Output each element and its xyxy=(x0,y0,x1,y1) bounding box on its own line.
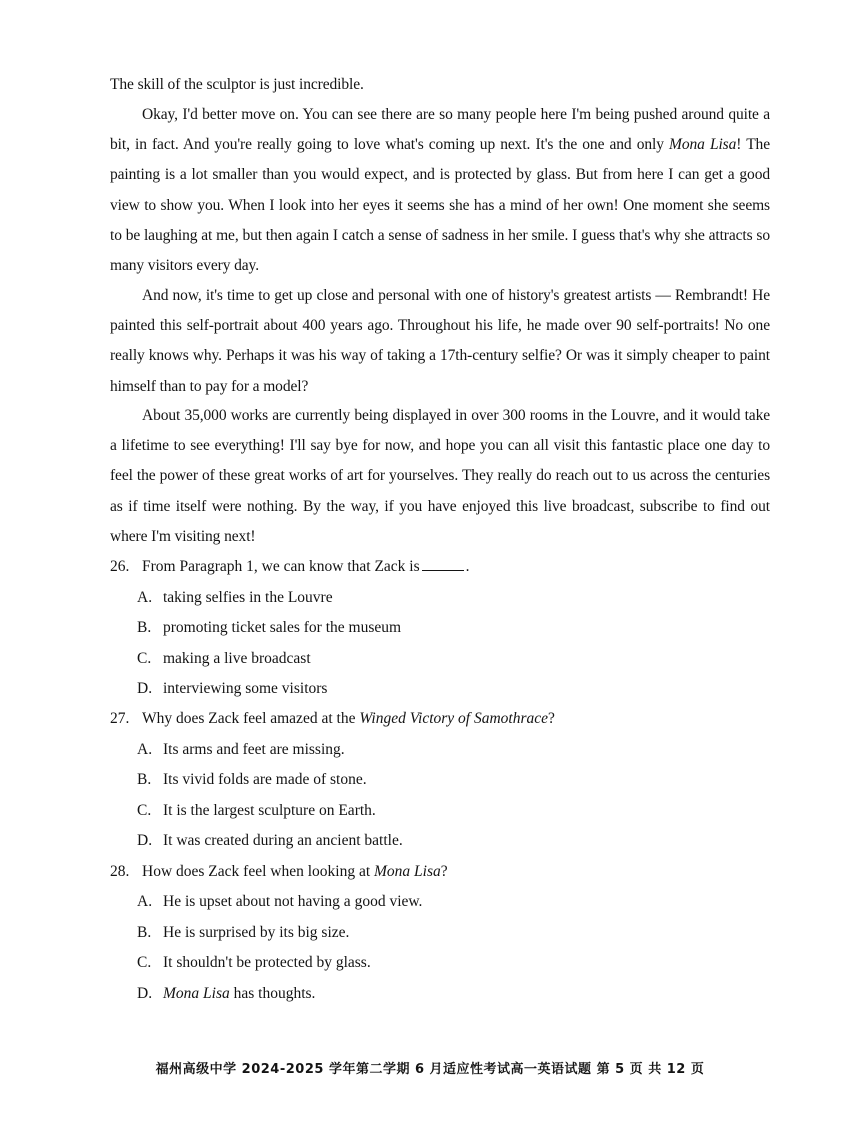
option-27-d[interactable] xyxy=(137,826,403,856)
option-26-b[interactable] xyxy=(137,613,401,643)
passage-paragraph-louvre xyxy=(110,401,770,552)
passage-paragraph-rembrandt xyxy=(110,281,770,402)
answer-blank xyxy=(422,558,464,571)
option-27-c[interactable] xyxy=(137,796,376,826)
passage-line-0 xyxy=(110,70,770,100)
option-text: interviewing some visitors xyxy=(163,680,328,697)
passage-text: The skill of the sculptor is just incredible. xyxy=(110,76,364,93)
page-footer: 福州高级中学 2024-2025 学年第二学期 6 月适应性考试高一英语试题 第 5 页 共 12 页 xyxy=(155,1062,705,1077)
question-punct: ? xyxy=(440,863,448,880)
option-26-c[interactable] xyxy=(137,644,311,674)
option-text: It was created during an ancient battle. xyxy=(163,832,403,849)
passage-text: Okay, I'd better move on. You can see there are so many people here I'm being pushed around quite a bit, in fact. And you're really going to love what's coming up next. It's the one and only xyxy=(110,106,770,154)
option-letter: C. xyxy=(137,954,152,971)
question-28 xyxy=(110,857,448,887)
option-letter: A. xyxy=(137,589,153,606)
option-28-b[interactable] xyxy=(137,918,349,948)
question-27 xyxy=(110,704,555,734)
option-letter: B. xyxy=(137,619,152,636)
option-letter: A. xyxy=(137,741,153,758)
option-letter: B. xyxy=(137,924,152,941)
question-number: 28. xyxy=(110,863,130,880)
option-text: He is upset about not having a good view. xyxy=(163,893,423,910)
option-text: making a live broadcast xyxy=(163,650,311,667)
question-punct: ? xyxy=(548,710,555,727)
option-letter: D. xyxy=(137,985,153,1002)
question-number: 27. xyxy=(110,710,130,727)
question-text: From Paragraph 1, we can know that Zack is xyxy=(142,558,420,575)
question-text: Why does Zack feel amazed at the xyxy=(142,710,360,727)
question-punct: . xyxy=(465,558,470,575)
option-letter: C. xyxy=(137,650,152,667)
passage-text: ! The painting is a lot smaller than you would expect, and is protected by glass. But from here I can get a good view to show you. When I look into her eyes it seems she has a mind of her own! One moment she seems to be laughing at me, but then again I catch a sense of sadness in her smile. I guess that's why she attracts so many visitors every day. xyxy=(110,136,770,275)
option-26-a[interactable] xyxy=(137,583,333,613)
option-text: promoting ticket sales for the museum xyxy=(163,619,402,636)
option-27-b[interactable] xyxy=(137,765,367,795)
question-text: How does Zack feel when looking at xyxy=(142,863,375,880)
option-italic: Mona Lisa xyxy=(163,985,230,1002)
passage-text: And now, it's time to get up close and personal with one of history's greatest artists — Rembrandt! He painted this self-portrait about 400 years ago. Throughout his life, he made over 90 self-portraits! No one really knows why. Perhaps it was his way of taking a 17th-century selfie? Or was it simply cheaper to paint himself than to pay for a model? xyxy=(110,287,770,395)
option-27-a[interactable] xyxy=(137,735,345,765)
question-26 xyxy=(110,552,470,582)
option-letter: A. xyxy=(137,893,153,910)
option-text: It shouldn't be protected by glass. xyxy=(163,954,371,971)
passage-paragraph-mona-lisa xyxy=(110,100,770,281)
option-letter: C. xyxy=(137,802,152,819)
question-italic: Mona Lisa xyxy=(374,863,441,880)
option-text: Its arms and feet are missing. xyxy=(163,741,345,758)
question-italic: Winged Victory of Samothrace xyxy=(359,710,549,727)
option-text: taking selfies in the Louvre xyxy=(163,589,333,606)
option-letter: D. xyxy=(137,832,153,849)
passage-text: About 35,000 works are currently being displayed in over 300 rooms in the Louvre, and it would take a lifetime to see everything! I'll say bye for now, and hope you can all visit this fantastic place one day to feel the power of these great works of art for yourselves. They really do reach out to us across the centuries as if time itself were nothing. By the way, if you have enjoyed this live broadcast, subscribe to find out where I'm visiting next! xyxy=(110,407,770,545)
option-text: It is the largest sculpture on Earth. xyxy=(163,802,376,819)
option-26-d[interactable] xyxy=(137,674,327,704)
option-28-c[interactable] xyxy=(137,948,371,978)
option-text: Its vivid folds are made of stone. xyxy=(163,771,367,788)
question-number: 26. xyxy=(110,558,130,575)
passage-italic: Mona Lisa xyxy=(669,136,737,154)
option-28-a[interactable] xyxy=(137,887,422,917)
option-text: He is surprised by its big size. xyxy=(163,924,350,941)
option-letter: D. xyxy=(137,680,153,697)
option-28-d[interactable] xyxy=(137,979,315,1009)
option-text: has thoughts. xyxy=(229,985,316,1002)
option-letter: B. xyxy=(137,771,152,788)
